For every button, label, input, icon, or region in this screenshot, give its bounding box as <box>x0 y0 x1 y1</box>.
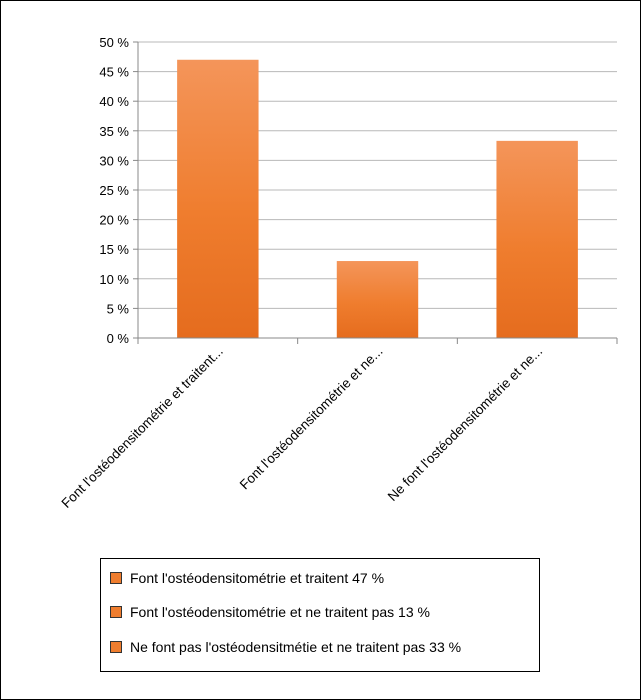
legend-swatch <box>110 606 122 618</box>
y-tick-label: 30 % <box>99 153 129 169</box>
y-tick-label: 40 % <box>99 94 129 110</box>
y-tick-label: 35 % <box>99 123 129 139</box>
y-tick-label: 5 % <box>106 301 129 317</box>
legend-label: Ne font pas l'ostéodensitmétie et ne traitent pas 33 % <box>130 639 462 655</box>
y-tick-label: 50 % <box>99 35 129 50</box>
legend-item <box>110 570 384 586</box>
x-tick-label: Font l'ostéodensitométrie et traitent... <box>58 343 226 511</box>
legend-swatch <box>110 572 122 584</box>
legend-item <box>110 604 430 620</box>
legend-swatch <box>110 641 122 653</box>
y-tick-label: 10 % <box>99 271 129 287</box>
bar <box>337 261 418 338</box>
y-tick-label: 0 % <box>106 331 129 346</box>
legend-label: Font l'ostéodensitométrie et ne traitent pas 13 % <box>130 604 430 620</box>
x-tick-label: Font l'ostéodensitométrie et ne... <box>236 343 386 493</box>
y-tick-label: 45 % <box>99 64 129 80</box>
bar <box>496 141 577 338</box>
y-tick-label: 15 % <box>99 242 129 258</box>
legend-item <box>110 639 461 655</box>
chart-legend <box>100 558 540 672</box>
x-tick-label: Ne font l'ostéodensitométrie et ne... <box>384 343 546 504</box>
legend-label: Font l'ostéodensitométrie et traitent 47 % <box>130 570 385 586</box>
bar <box>177 60 258 338</box>
y-tick-label: 20 % <box>99 212 129 228</box>
y-tick-label: 25 % <box>99 183 129 198</box>
bar-chart <box>1 1 641 561</box>
